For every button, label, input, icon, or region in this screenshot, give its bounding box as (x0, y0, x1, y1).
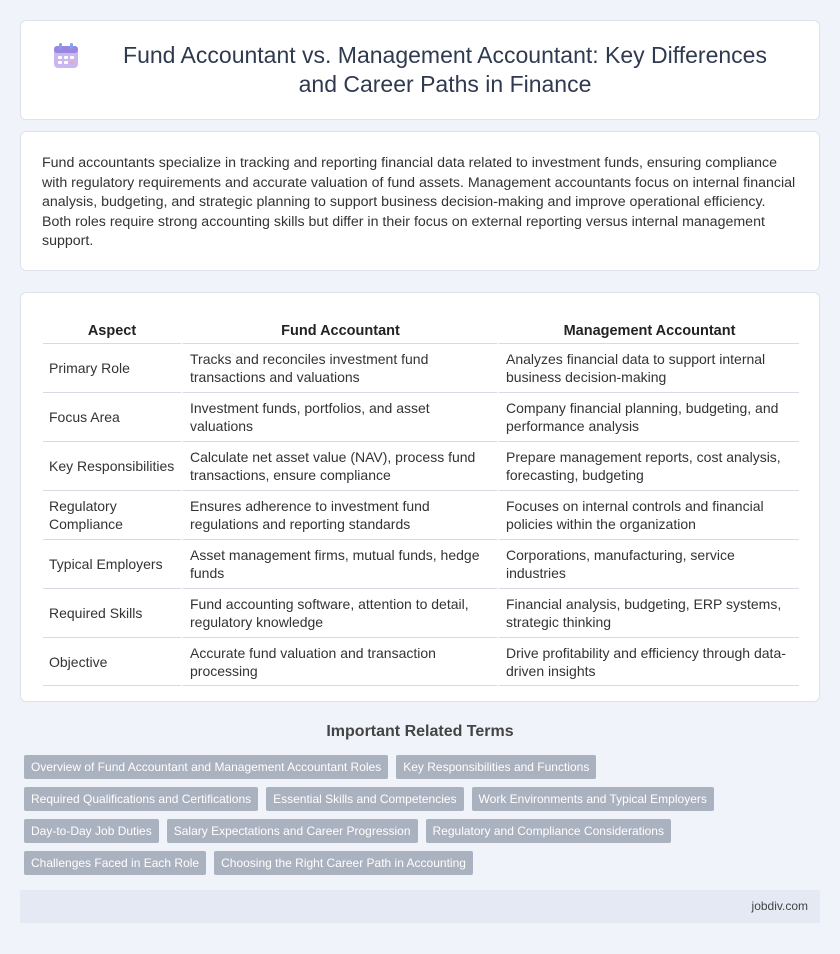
table-cell-aspect: Key Responsibilities (43, 441, 181, 490)
table-row (43, 588, 799, 637)
column-header-aspect: Aspect (87, 323, 137, 339)
table-cell-management: Company financial planning, budgeting, and performance analysis (497, 392, 799, 441)
related-term-tag[interactable]: Work Environments and Typical Employers (472, 787, 714, 811)
related-term-tag[interactable]: Salary Expectations and Career Progression (167, 819, 418, 843)
table-cell-fund: Calculate net asset value (NAV), process fund transactions, ensure compliance (181, 441, 497, 490)
related-term-tag[interactable]: Key Responsibilities and Functions (396, 755, 596, 779)
table-row (43, 392, 799, 441)
footer (20, 890, 820, 923)
table-cell-fund: Asset management firms, mutual funds, hedge funds (181, 539, 497, 588)
table-cell-management: Corporations, manufacturing, service industries (497, 539, 799, 588)
table-cell-management: Analyzes financial data to support internal business decision-making (497, 343, 799, 392)
table-cell-aspect: Required Skills (43, 588, 181, 637)
table-cell-aspect: Regulatory Compliance (43, 490, 181, 539)
table-cell-management: Focuses on internal controls and financial policies within the organization (497, 490, 799, 539)
table-cell-management: Drive profitability and efficiency through data-driven insights (497, 637, 799, 686)
intro-paragraph: Fund accountants specialize in tracking and reporting financial data related to investment funds, ensuring compliance with regulatory requirements and accurate valuation of fund assets. Management accountants focus on internal financial analysis, budgeting, and strategic planning to support business decision-making and improve operational efficiency. Both roles require strong accounting skills but differ in their focus on external reporting versus internal management support. (42, 155, 796, 250)
table-cell-management: Prepare management reports, cost analysis, forecasting, budgeting (497, 441, 799, 490)
related-term-tag[interactable]: Day-to-Day Job Duties (24, 819, 159, 843)
calendar-grid-icon (51, 41, 81, 71)
title-card (20, 20, 820, 120)
table-cell-management: Financial analysis, budgeting, ERP systems, strategic thinking (497, 588, 799, 637)
tag-row (24, 755, 824, 779)
table-row (43, 490, 799, 539)
table-row (43, 343, 799, 392)
footer-site-link[interactable]: jobdiv.com (751, 899, 808, 913)
column-header-management-accountant: Management Accountant (497, 309, 799, 343)
table-cell-fund: Accurate fund valuation and transaction processing (181, 637, 497, 686)
table-cell-fund: Ensures adherence to investment fund regulations and reporting standards (181, 490, 497, 539)
tag-row (24, 787, 824, 811)
related-terms-list (24, 755, 824, 883)
table-cell-aspect: Objective (43, 637, 181, 686)
column-header-fund-accountant: Fund Accountant (181, 309, 497, 343)
related-term-tag[interactable]: Challenges Faced in Each Role (24, 851, 206, 875)
related-term-tag[interactable]: Required Qualifications and Certifications (24, 787, 258, 811)
related-term-tag[interactable]: Choosing the Right Career Path in Accounting (214, 851, 473, 875)
related-term-tag[interactable]: Overview of Fund Accountant and Management Accountant Roles (24, 755, 388, 779)
table-cell-fund: Tracks and reconciles investment fund transactions and valuations (181, 343, 497, 392)
related-terms-title: Important Related Terms (326, 723, 514, 740)
comparison-table-card (20, 292, 820, 702)
intro-card (20, 131, 820, 271)
table-cell-fund: Investment funds, portfolios, and asset valuations (181, 392, 497, 441)
tag-row (24, 851, 824, 875)
related-term-tag[interactable]: Regulatory and Compliance Considerations (426, 819, 671, 843)
related-term-tag[interactable]: Essential Skills and Competencies (266, 787, 463, 811)
table-row (43, 539, 799, 588)
table-cell-aspect: Primary Role (43, 343, 181, 392)
comparison-table (43, 309, 799, 686)
table-cell-aspect: Typical Employers (43, 539, 181, 588)
tag-row (24, 819, 824, 843)
table-header-row (43, 309, 799, 343)
table-cell-fund: Fund accounting software, attention to detail, regulatory knowledge (181, 588, 497, 637)
table-row (43, 441, 799, 490)
table-row (43, 637, 799, 686)
page-title: Fund Accountant vs. Management Accountant: Key Differences and Career Paths in Finance (123, 42, 767, 97)
table-cell-aspect: Focus Area (43, 392, 181, 441)
